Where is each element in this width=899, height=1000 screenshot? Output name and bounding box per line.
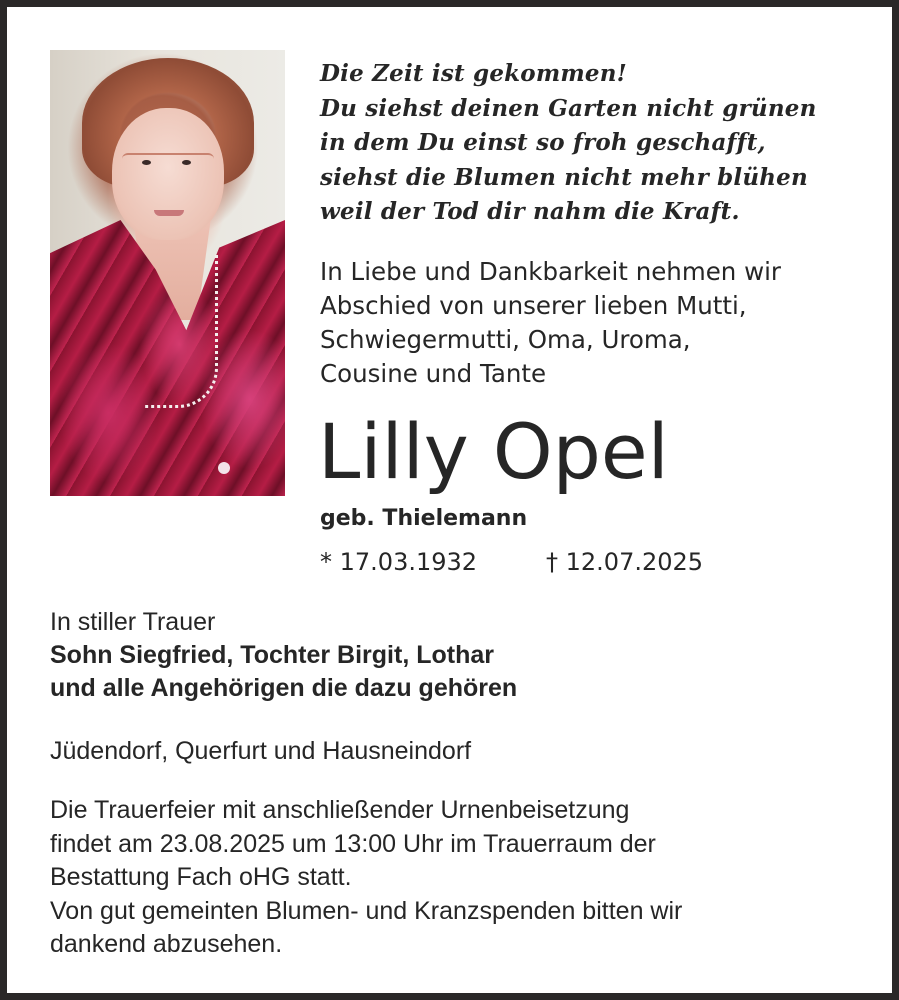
farewell-line: In Liebe und Dankbarkeit nehmen wir bbox=[320, 257, 782, 286]
poem-line: Du siehst deinen Garten nicht grünen bbox=[320, 94, 817, 122]
funeral-service-info bbox=[50, 794, 682, 962]
photo-glasses bbox=[122, 153, 214, 171]
poem-line: siehst die Blumen nicht mehr blühen bbox=[320, 163, 808, 191]
portrait-photo bbox=[50, 50, 285, 496]
service-line: Die Trauerfeier mit anschließender Urnenbeisetzung bbox=[50, 796, 630, 824]
poem-line: weil der Tod dir nahm die Kraft. bbox=[320, 198, 740, 225]
farewell-line: Schwiegermutti, Oma, Uroma, bbox=[320, 325, 691, 354]
poem-line: in dem Du einst so froh geschafft, bbox=[320, 129, 766, 156]
birth-date: * 17.03.1932 bbox=[320, 548, 478, 576]
photo-eye-right bbox=[182, 160, 191, 165]
service-line: dankend abzusehen. bbox=[50, 930, 283, 958]
poem bbox=[320, 57, 817, 230]
farewell-text bbox=[320, 255, 781, 391]
life-dates bbox=[320, 546, 704, 578]
photo-face bbox=[112, 108, 224, 240]
mourners-names-line: Sohn Siegfried, Tochter Birgit, Lothar bbox=[50, 641, 494, 669]
service-line: findet am 23.08.2025 um 13:00 Uhr im Trauerraum der bbox=[50, 829, 656, 858]
photo-blouse-button bbox=[218, 462, 230, 474]
deceased-name: Lilly Opel bbox=[318, 407, 669, 496]
service-line: Bestattung Fach oHG statt. bbox=[50, 863, 352, 891]
places: Jüdendorf, Querfurt und Hausneindorf bbox=[50, 737, 472, 765]
death-date: † 12.07.2025 bbox=[546, 548, 704, 576]
photo-mouth bbox=[154, 210, 184, 216]
farewell-line: Cousine und Tante bbox=[320, 359, 547, 388]
mourners bbox=[50, 606, 517, 705]
photo-eye-left bbox=[142, 160, 151, 165]
mourners-names-line: und alle Angehörigen die dazu gehören bbox=[50, 674, 518, 702]
mourners-intro: In stiller Trauer bbox=[50, 608, 216, 636]
photo-pearl-necklace bbox=[145, 255, 218, 408]
service-line: Von gut gemeinten Blumen- und Kranzspenden bitten wir bbox=[50, 896, 683, 925]
obituary-notice bbox=[7, 7, 892, 993]
birth-name: geb. Thielemann bbox=[320, 506, 528, 531]
farewell-line: Abschied von unserer lieben Mutti, bbox=[320, 291, 747, 320]
poem-line: Die Zeit ist gekommen! bbox=[320, 60, 627, 87]
